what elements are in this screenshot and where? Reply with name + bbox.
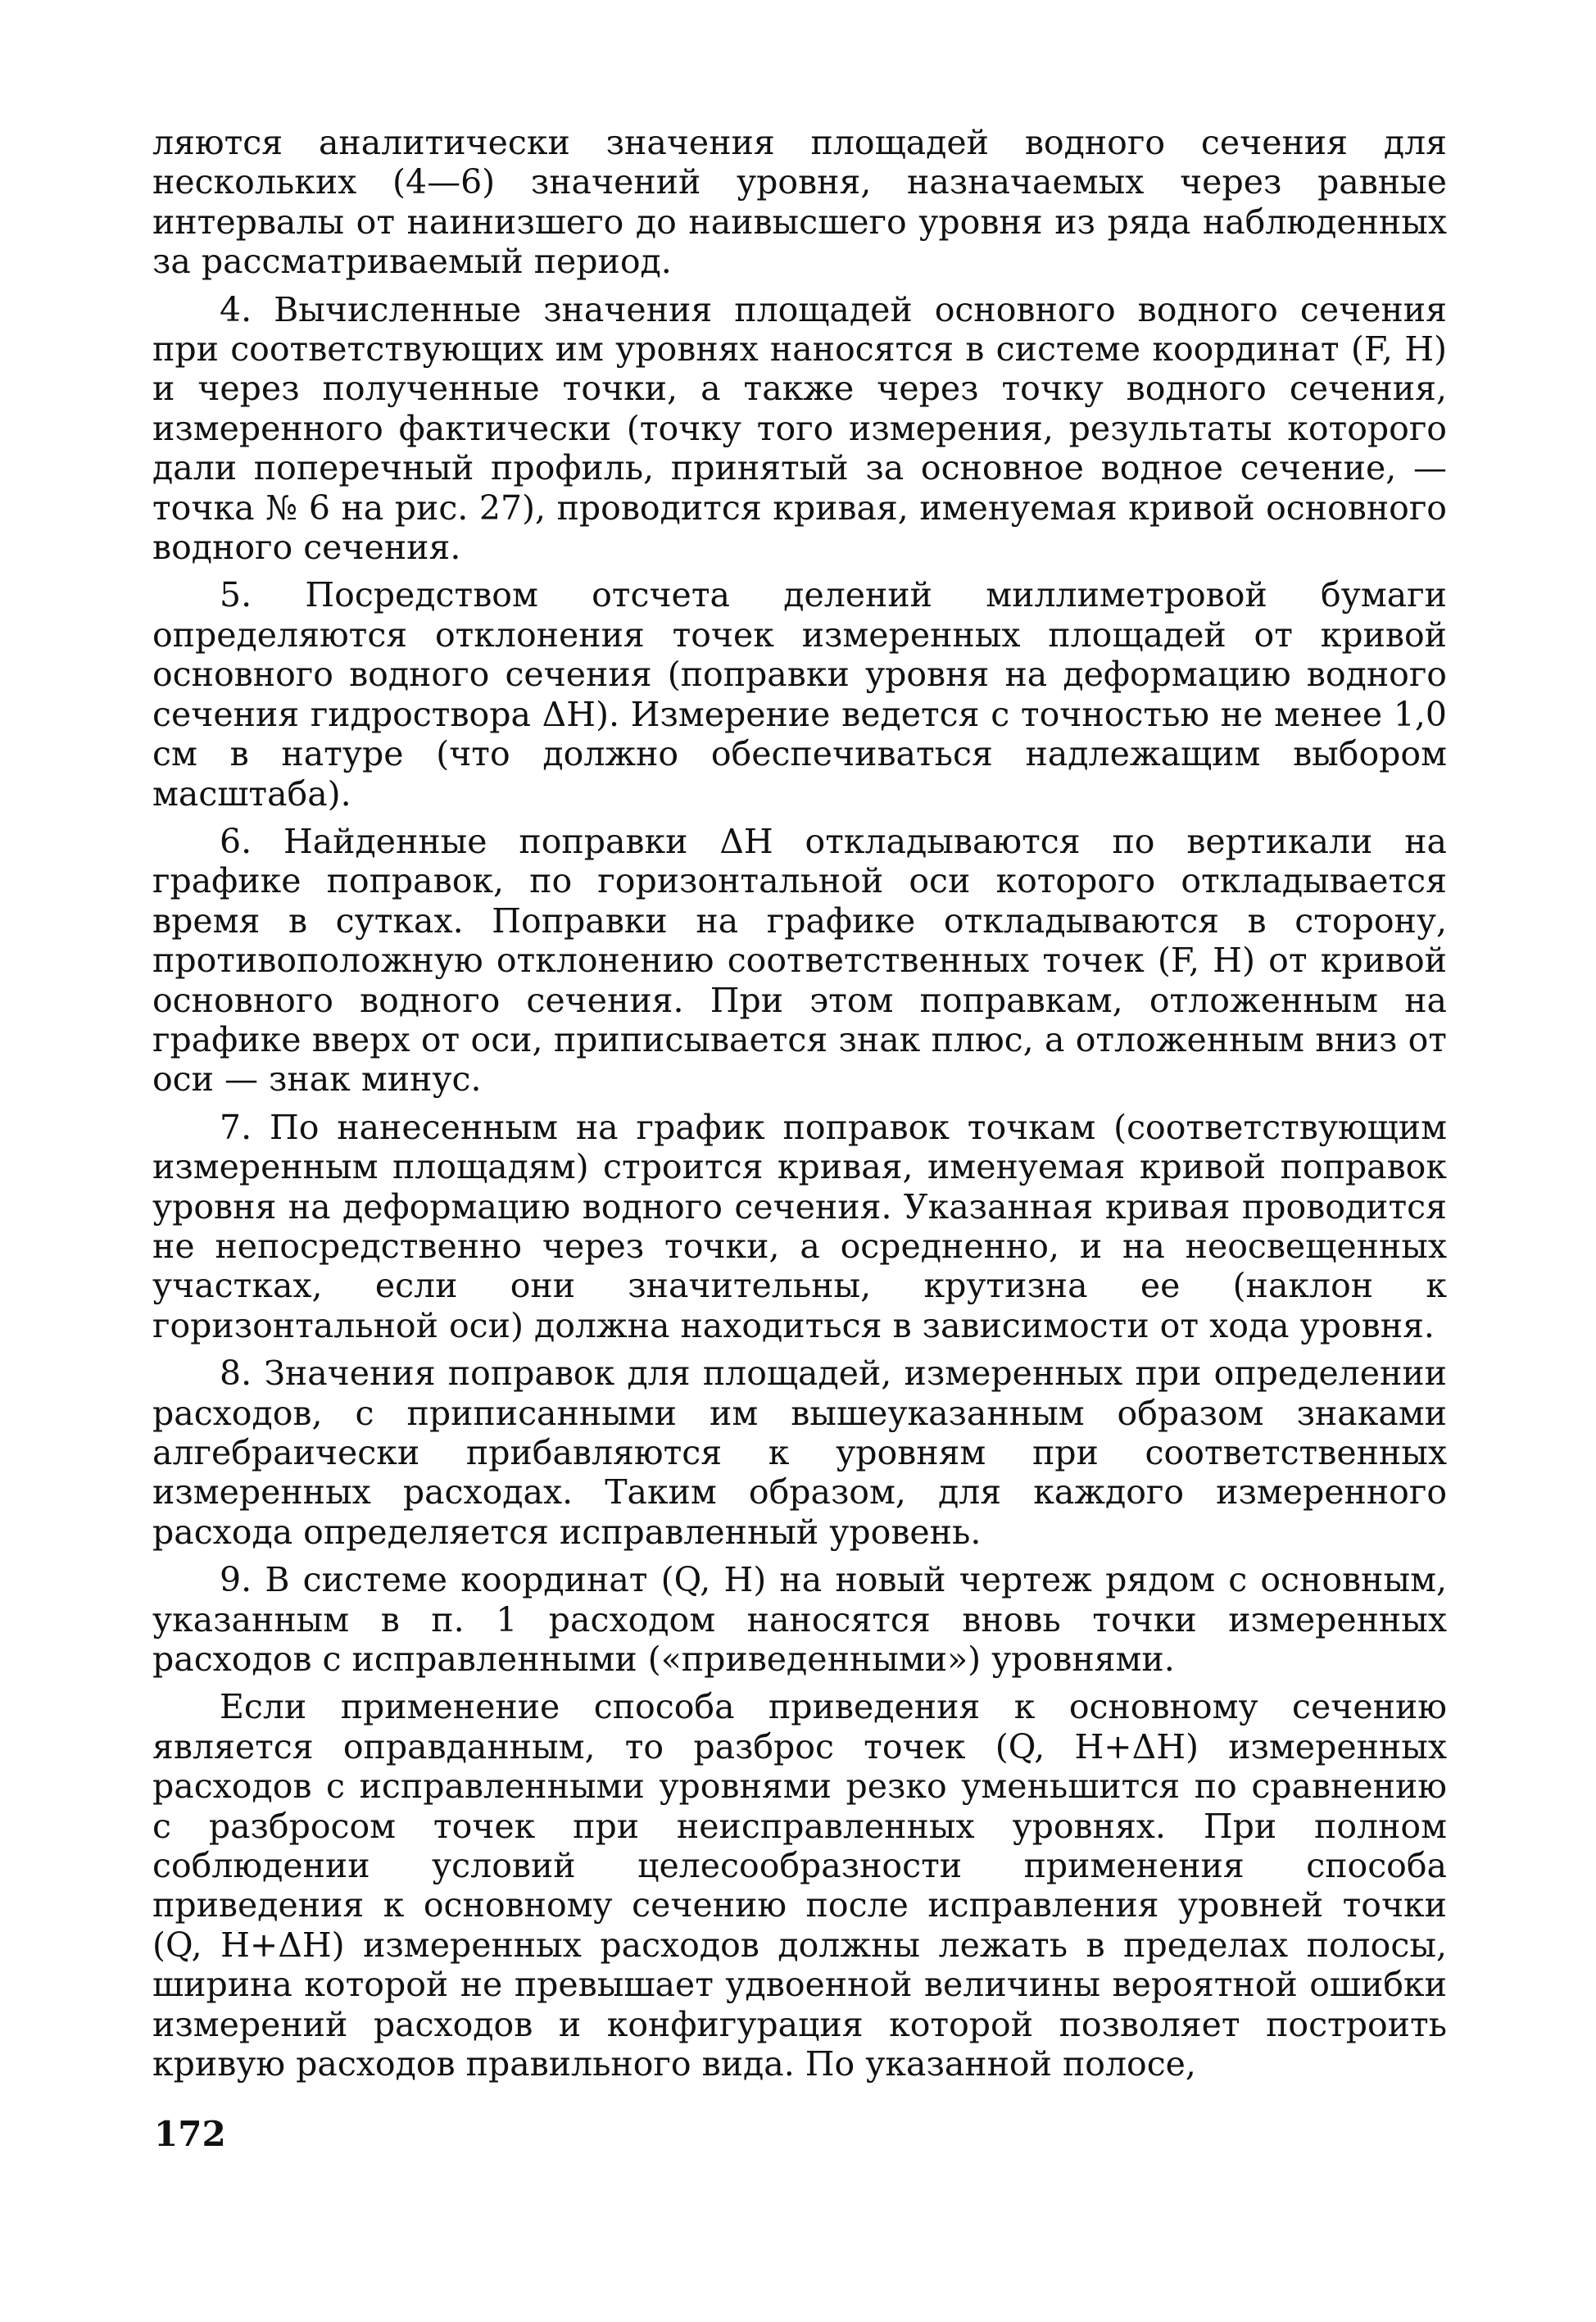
paragraph-step-8: 8. Значения поправок для площадей, измеренных при определении расходов, с приписанными им вышеуказанным образом знаками алгебраически прибавляются к уровням при соответственных измеренных расходах. Таким образом, для каждого измеренного расхода определяется исправленный уровень.: [152, 1354, 1447, 1552]
paragraph-step-5: 5. Посредством отсчета делений миллиметровой бумаги определяются отклонения точек измеренных площадей от кривой основного водного сечения (поправки уровня на деформацию водного сечения гидроствора ΔH). Измерение ведется с точностью не менее 1,0 см в натуре (что должно обеспечиваться надлежащим выбором масштаба).: [152, 575, 1447, 814]
paragraph-step-7: 7. По нанесенным на график поправок точкам (соответствующим измеренным площадям) строится кривая, именуемая кривой поправок уровня на деформацию водного сечения. Указанная кривая проводится не непосредственно через точки, а осредненно, и на неосвещенных участках, если они значительны, крутизна ее (наклон к горизонтальной оси) должна находиться в зависимости от хода уровня.: [152, 1107, 1447, 1345]
page-number: 172: [154, 2114, 226, 2154]
paragraph-step-6: 6. Найденные поправки ΔH откладываются по вертикали на графике поправок, по горизонтальной оси которого откладывается время в сутках. Поправки на графике откладываются в сторону, противоположную отклонению соответственных точек (F, H) от кривой основного водного сечения. При этом поправкам, отложенным на графике вверх от оси, приписывается знак плюс, а отложенным вниз от оси — знак минус.: [152, 821, 1447, 1100]
paragraph-conclusion: Если применение способа приведения к основному сечению является оправданным, то разброс точек (Q, H+ΔH) измеренных расходов с исправленными уровнями резко уменьшится по сравнению с разбросом точек при неисправленных уровнях. При полном соблюдении условий целесообразности применения способа приведения к основному сечению после исправления уровней точки (Q, H+ΔH) измеренных расходов должны лежать в пределах полосы, ширина которой не превышает удвоенной величины вероятной ошибки измерений расходов и конфигурация которой позволяет построить кривую расходов правильного вида. По указанной полосе,: [152, 1687, 1447, 2084]
page-body: [152, 123, 1447, 2084]
paragraph-step-4: 4. Вычисленные значения площадей основного водного сечения при соответствующих им уровнях наносятся в системе координат (F, H) и через полученные точки, а также через точку водного сечения, измеренного фактически (точку того измерения, результаты которого дали поперечный профиль, принятый за основное водное сечение, — точка № 6 на рис. 27), проводится кривая, именуемая кривой основного водного сечения.: [152, 289, 1447, 568]
paragraph-continuation: ляются аналитически значения площадей водного сечения для нескольких (4—6) значений уровня, назначаемых через равные интервалы от наинизшего до наивысшего уровня из ряда наблюденных за рассматриваемый период.: [152, 123, 1447, 282]
paragraph-step-9: 9. В системе координат (Q, H) на новый чертеж рядом с основным, указанным в п. 1 расходом наносятся вновь точки измеренных расходов с исправленными («приведенными») уровнями.: [152, 1560, 1447, 1680]
